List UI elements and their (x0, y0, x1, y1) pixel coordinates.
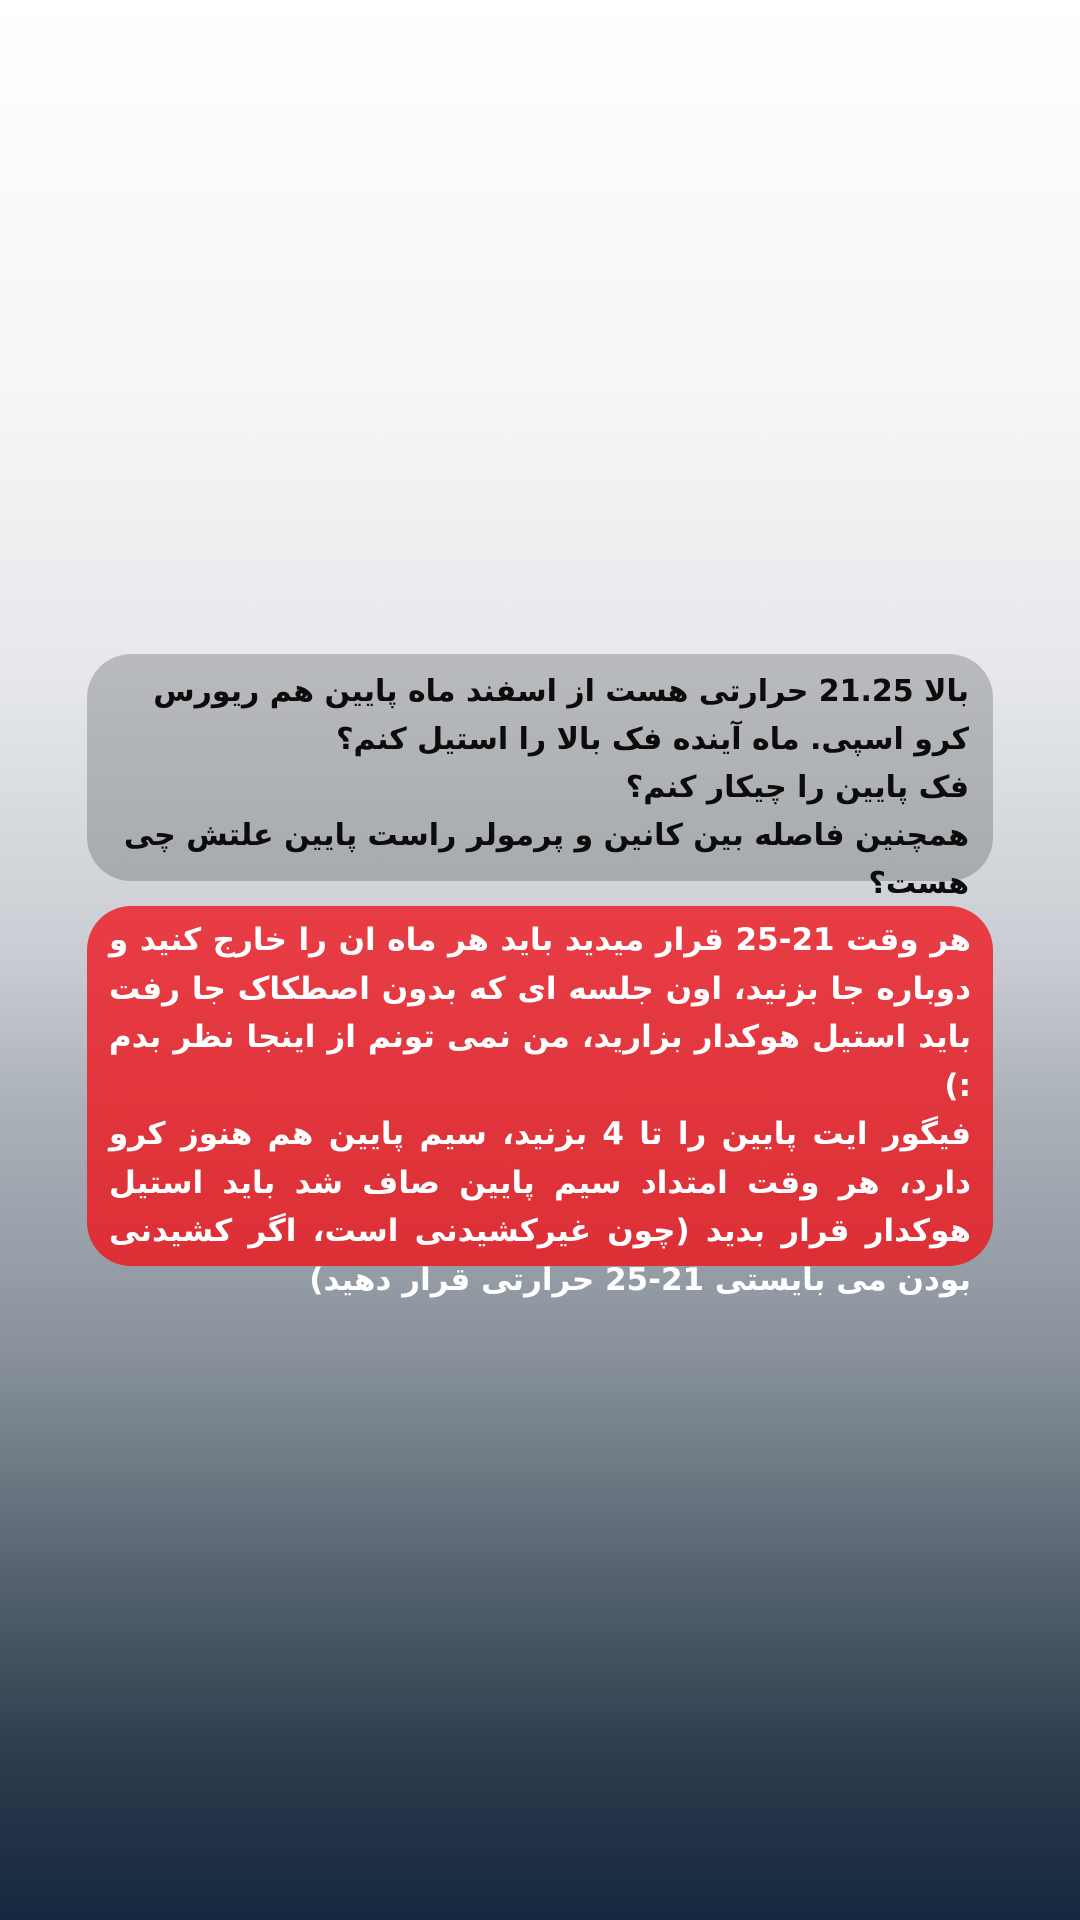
answer-bubble: هر وقت 21-25 قرار میدید باید هر ماه ان را خارج کنید و دوباره جا بزنید، اون جلسه ای که بدون اصطکاک جا رفت باید استیل هوکدار بزارید، من نمی تونم از اینجا نظر بدم :) فیگور ایت پایین را تا 4 بزنید، سیم پایین هم هنوز کرو دارد، هر وقت امتداد سیم پایین صاف شد باید استیل هوکدار قرار بدید (چون غیرکشیدنی است، اگر کشیدنی بودن می بایستی 21-25 حرارتی قرار دهید) (87, 906, 993, 1266)
question-bubble: بالا 21.25 حرارتی هست از اسفند ماه پایین هم ریورس کرو اسپی. ماه آینده فک بالا را استیل کنم؟ فک پایین را چیکار کنم؟ همچنین فاصله بین کانین و پرمولر راست پایین علتش چی هست؟ (87, 654, 993, 881)
